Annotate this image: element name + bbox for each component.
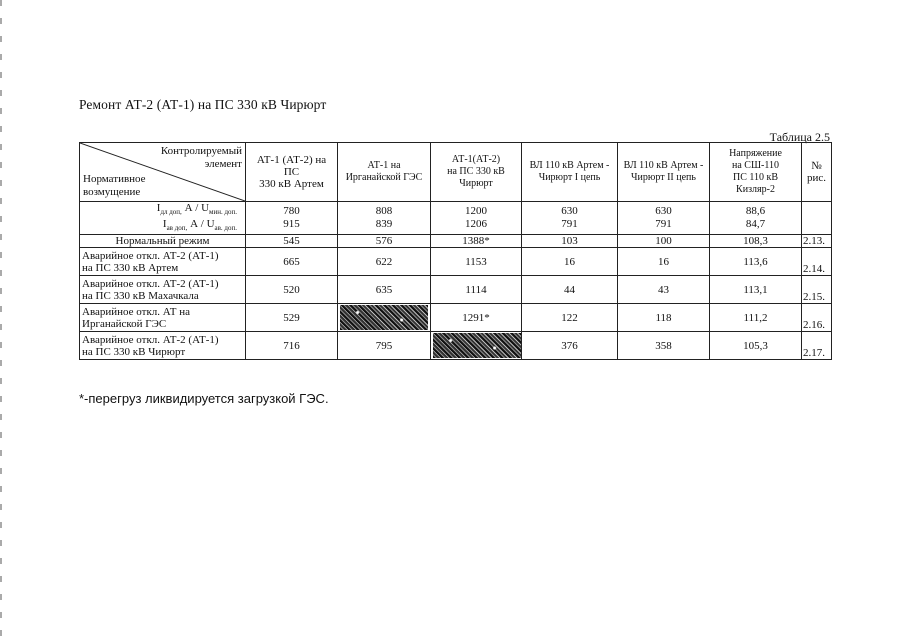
figure-ref: 2.15.	[802, 276, 832, 304]
limit-cell: 808 839	[338, 202, 431, 235]
header-normative-disturbance: Нормативное возмущение	[83, 173, 146, 198]
redacted-cell	[431, 332, 522, 360]
emergency-row	[80, 248, 832, 276]
header-col-vl-circuit-2: ВЛ 110 кВ Артем - Чирюрт II цепь	[618, 143, 710, 202]
figure-ref: 2.16.	[802, 304, 832, 332]
emergency-row	[80, 304, 832, 332]
table-cell: 1114	[431, 276, 522, 304]
table-cell: 108,3	[710, 235, 802, 248]
table-cell: 520	[246, 276, 338, 304]
table-cell: 113,6	[710, 248, 802, 276]
table-cell: 44	[522, 276, 618, 304]
table-cell: 100	[618, 235, 710, 248]
header-col-at1-artem: АТ-1 (АТ-2) на ПС 330 кВ Артем	[246, 143, 338, 202]
header-col-vl-circuit-1: ВЛ 110 кВ Артем - Чирюрт I цепь	[522, 143, 618, 202]
emergency-row	[80, 276, 832, 304]
table-cell: 545	[246, 235, 338, 248]
header-col-at1-irganai: АТ-1 на Ирганайской ГЭС	[338, 143, 431, 202]
emergency-row	[80, 332, 832, 360]
results-table	[79, 142, 832, 360]
figure-ref: 2.17.	[802, 332, 832, 360]
header-col-figure-number: № рис.	[802, 143, 832, 202]
table-cell: 376	[522, 332, 618, 360]
figure-ref: 2.14.	[802, 248, 832, 276]
table-cell: 122	[522, 304, 618, 332]
header-controlled-element: Контролируемый элемент	[160, 145, 242, 170]
emergency-label: Аварийное откл. АТ-2 (АТ-1) на ПС 330 кВ Махачкала	[80, 276, 246, 304]
header-corner-cell	[80, 143, 246, 202]
table-cell: 635	[338, 276, 431, 304]
emergency-label: Аварийное откл. АТ-2 (АТ-1) на ПС 330 кВ Артем	[80, 248, 246, 276]
limits-row	[80, 202, 832, 235]
limit-cell: 780 915	[246, 202, 338, 235]
table-cell: 665	[246, 248, 338, 276]
table-header-row	[80, 143, 832, 202]
table-cell: 113,1	[710, 276, 802, 304]
document-title: Ремонт АТ-2 (АТ-1) на ПС 330 кВ Чирюрт	[79, 97, 327, 112]
table-cell: 358	[618, 332, 710, 360]
redaction-blot	[433, 333, 521, 358]
limit-cell: 1200 1206	[431, 202, 522, 235]
scan-edge	[0, 0, 2, 640]
table-cell: 103	[522, 235, 618, 248]
table-cell: 1388*	[431, 235, 522, 248]
table-cell: 16	[522, 248, 618, 276]
limits-label: $I_{дл доп,}$ А / $U_{мин. доп.}$ $I_{ав доп,}$ А / $U_{ав. доп.}$	[80, 202, 246, 235]
figure-ref: 2.13.	[802, 235, 832, 248]
table-label: Таблица 2.5	[769, 130, 830, 144]
table-cell: 716	[246, 332, 338, 360]
normal-mode-row	[80, 235, 832, 248]
limit-cell: 630 791	[618, 202, 710, 235]
table-cell: 576	[338, 235, 431, 248]
redacted-cell	[338, 304, 431, 332]
emergency-label: Аварийное откл. АТ-2 (АТ-1) на ПС 330 кВ Чирюрт	[80, 332, 246, 360]
redaction-blot	[340, 305, 428, 330]
limit-cell: 88,6 84,7	[710, 202, 802, 235]
header-col-voltage-kizlyar: Напряжение на СШ-110 ПС 110 кВ Кизляр-2	[710, 143, 802, 202]
table-cell: 1153	[431, 248, 522, 276]
table-cell: 529	[246, 304, 338, 332]
limit-ref-cell	[802, 202, 832, 235]
table-cell: 111,2	[710, 304, 802, 332]
limit-cell: 630 791	[522, 202, 618, 235]
emergency-label: Аварийное откл. АТ на Ирганайской ГЭС	[80, 304, 246, 332]
table-cell: 16	[618, 248, 710, 276]
header-col-at1-chiryurt: АТ-1(АТ-2) на ПС 330 кВ Чирюрт	[431, 143, 522, 202]
normal-mode-label: Нормальный режим	[80, 235, 246, 248]
table-cell: 43	[618, 276, 710, 304]
table-cell: 1291*	[431, 304, 522, 332]
footnote: *-перегруз ликвидируется загрузкой ГЭС.	[79, 391, 329, 406]
table-cell: 622	[338, 248, 431, 276]
table-cell: 118	[618, 304, 710, 332]
table-cell: 795	[338, 332, 431, 360]
table-cell: 105,3	[710, 332, 802, 360]
